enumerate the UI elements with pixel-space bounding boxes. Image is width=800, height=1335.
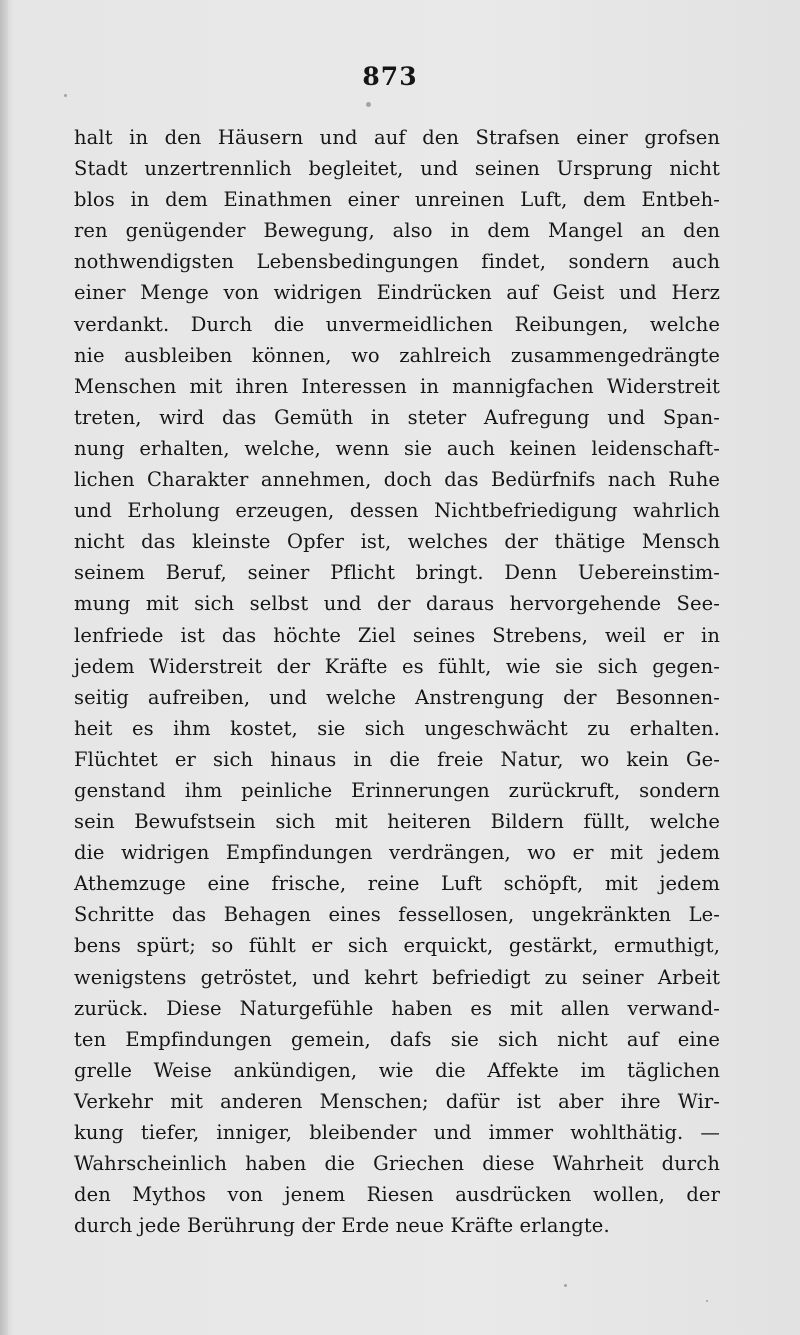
text-line: seitig aufreiben, und welche Anstrengung der Besonnen-: [74, 685, 720, 709]
ink-speck: [564, 1284, 567, 1287]
page-number: 873: [362, 62, 418, 91]
text-line: ren genügender Bewegung, also in dem Mangel an den: [74, 219, 720, 243]
text-line: nung erhalten, welche, wenn sie auch keinen leidenschaft-: [74, 436, 720, 460]
text-line: genstand ihm peinliche Erinnerungen zurückruft, sondern: [74, 778, 720, 802]
text-line: nicht das kleinste Opfer ist, welches der thätige Mensch: [74, 530, 720, 554]
text-line: jedem Widerstreit der Kräfte es fühlt, wie sie sich gegen-: [74, 654, 720, 678]
text-line: heit es ihm kostet, sie sich ungeschwächt zu erhalten.: [74, 716, 720, 740]
text-line: zurück. Diese Naturgefühle haben es mit allen verwand-: [74, 996, 720, 1020]
text-line: einer Menge von widrigen Eindrücken auf Geist und Herz: [74, 281, 720, 305]
text-line: mung mit sich selbst und der daraus hervorgehende See-: [74, 592, 720, 616]
text-line: blos in dem Einathmen einer unreinen Luft, dem Entbeh-: [74, 188, 720, 212]
text-line: seinem Beruf, seiner Pflicht bringt. Denn Uebereinstim-: [74, 561, 720, 585]
text-line: ten Empfindungen gemein, dafs sie sich nicht auf eine: [74, 1027, 720, 1051]
text-line: Flüchtet er sich hinaus in die freie Natur, wo kein Ge-: [74, 747, 720, 771]
text-line: bens spürt; so fühlt er sich erquickt, gestärkt, ermuthigt,: [74, 934, 720, 958]
body-text: [74, 122, 720, 1241]
text-line: Stadt unzertrennlich begleitet, und seinen Ursprung nicht: [74, 157, 720, 181]
page-gutter-edge: [0, 0, 8, 1335]
ink-speck: [366, 102, 371, 107]
text-line: nothwendigsten Lebensbedingungen findet, sondern auch: [74, 250, 720, 274]
ink-speck: [64, 94, 67, 97]
text-line: verdankt. Durch die unvermeidlichen Reibungen, welche: [74, 312, 720, 336]
text-line: Verkehr mit anderen Menschen; dafür ist aber ihre Wir-: [74, 1089, 720, 1113]
ink-speck: [706, 1300, 708, 1302]
text-line: den Mythos von jenem Riesen ausdrücken wollen, der: [74, 1183, 720, 1207]
text-line: halt in den Häusern und auf den Strafsen einer grofsen: [74, 126, 720, 149]
text-line: grelle Weise ankündigen, wie die Affekte im täglichen: [74, 1058, 720, 1082]
text-line: treten, wird das Gemüth in steter Aufregung und Span-: [74, 405, 720, 429]
text-line: nie ausbleiben können, wo zahlreich zusammengedrängte: [74, 343, 720, 367]
text-line: Schritte das Behagen eines fessellosen, ungekränkten Le-: [74, 903, 720, 927]
text-line: Athemzuge eine frische, reine Luft schöpft, mit jedem: [74, 872, 720, 896]
text-line: die widrigen Empfindungen verdrängen, wo er mit jedem: [74, 841, 720, 865]
text-line: und Erholung erzeugen, dessen Nichtbefriedigung wahrlich: [74, 499, 720, 523]
text-line: sein Bewufstsein sich mit heiteren Bildern füllt, welche: [74, 810, 720, 834]
text-line: Wahrscheinlich haben die Griechen diese Wahrheit durch: [74, 1152, 720, 1176]
text-line: Menschen mit ihren Interessen in mannigfachen Widerstreit: [74, 374, 720, 398]
text-line: lichen Charakter annehmen, doch das Bedürfnifs nach Ruhe: [74, 468, 720, 492]
text-line: kung tiefer, inniger, bleibender und immer wohlthätig. —: [74, 1121, 720, 1144]
text-line: wenigstens getröstet, und kehrt befriedigt zu seiner Arbeit: [74, 965, 720, 989]
text-line: lenfriede ist das höchte Ziel seines Strebens, weil er in: [74, 623, 720, 647]
text-line: durch jede Berührung der Erde neue Kräfte erlangte.: [74, 1214, 610, 1238]
